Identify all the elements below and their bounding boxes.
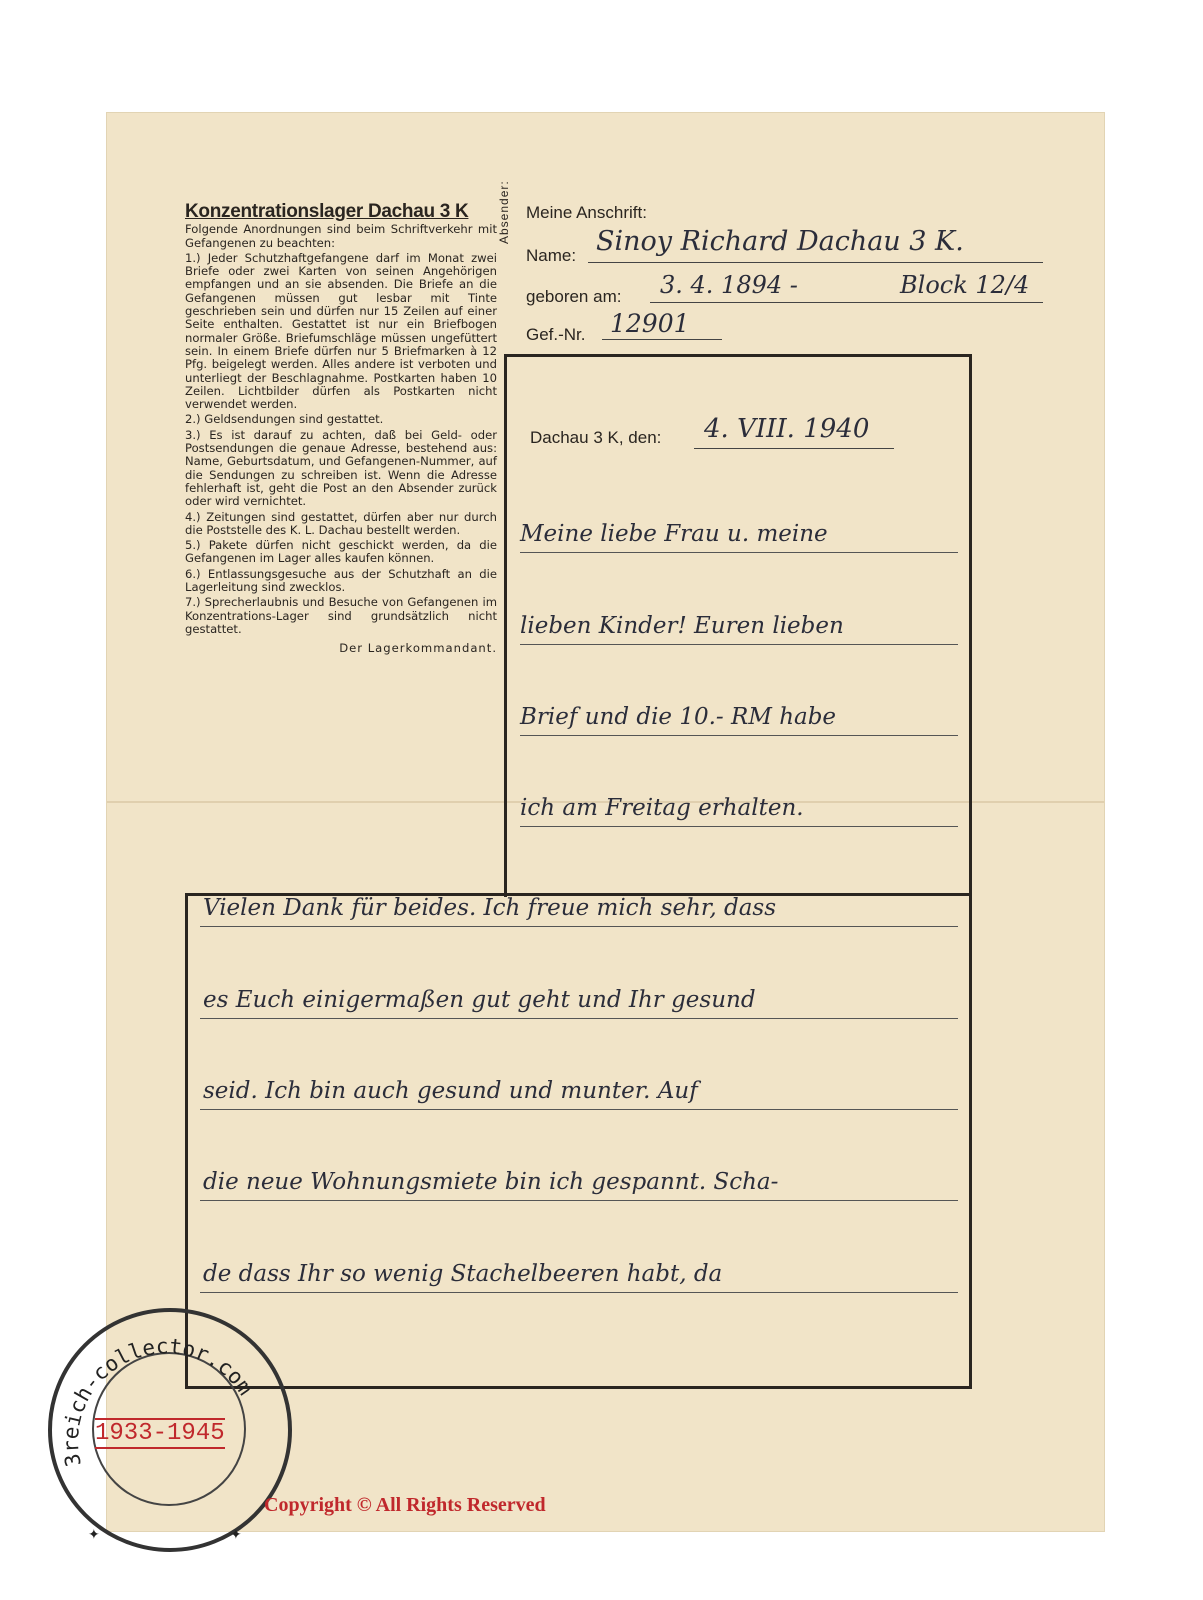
letter-line: es Euch einigermaßen gut geht und Ihr gesund [203, 987, 756, 1013]
number-underline [602, 339, 722, 340]
absender-label: Absender: [497, 180, 511, 244]
handwritten-prisoner-number: 12901 [610, 309, 690, 338]
letter-line: ich am Freitag erhalten. [520, 795, 804, 821]
letter-line: Brief und die 10.- RM habe [520, 704, 837, 730]
ruled-line [200, 1200, 958, 1201]
regulations-panel [185, 201, 497, 656]
rule-item: 1.) Jeder Schutzhaftgefangene darf im Monat zwei Briefe oder zwei Karten von seinen Angehörigen empfangen und an sie absenden. Die Briefe an die Gefangenen müssen gut lesbar mit Tinte geschrieben sein und dürfen nur 15 Zeilen auf einer Seite enthalten. Gestattet ist nur ein Briefbogen normaler Größe. Briefumschläge müssen ungefüttert sein. In einem Briefe dürfen nur 5 Briefmarken à 12 Pfg. beigelegt werden. Alles andere ist verboten und unterliegt der Beschlagnahme. Postkarten haben 10 Zeilen. Lichtbilder dürfen als Postkarten nicht verwendet werden. [185, 250, 497, 412]
address-heading: Meine Anschrift: [526, 203, 647, 222]
letter-frame-lower [185, 893, 972, 1389]
handwritten-block: Block 12/4 [900, 271, 1030, 299]
number-label: Gef.-Nr. [526, 325, 586, 344]
rule-item: 2.) Geldsendungen sind gestattet. [185, 412, 384, 427]
ruled-line [520, 552, 958, 553]
letter-line: Vielen Dank für beides. Ich freue mich sehr, dass [203, 895, 777, 921]
rule-item: 7.) Sprecherlaubnis und Besuche von Gefangenen im Konzentrations-Lager sind grundsätzlich nicht gestattet. [185, 595, 497, 636]
ruled-line [200, 926, 958, 927]
born-label: geboren am: [526, 287, 622, 306]
handwritten-date: 4. VIII. 1940 [704, 414, 870, 444]
ruled-line [520, 735, 958, 736]
date-label: Dachau 3 K, den: [530, 428, 662, 447]
ruled-line [520, 826, 958, 827]
star-icon: ✦ [230, 1526, 242, 1542]
stamp-ring-text: 3reich-collector.com [58, 1334, 258, 1469]
date-underline [694, 448, 894, 449]
commandant-signature-line: Der Lagerkommandant. [339, 641, 497, 656]
form-title: Konzentrationslager Dachau 3 K [185, 201, 469, 222]
handwritten-name: Sinoy Richard Dachau 3 K. [596, 226, 964, 257]
star-icon: ✦ [88, 1526, 100, 1542]
ruled-line [200, 1018, 958, 1019]
letter-line: lieben Kinder! Euren lieben [520, 613, 844, 639]
letter-line: Meine liebe Frau u. meine [520, 521, 828, 547]
ruled-line [200, 1109, 958, 1110]
rule-item: 4.) Zeitungen sind gestattet, dürfen aber nur durch die Poststelle des K. L. Dachau bestellt werden. [185, 509, 497, 537]
ruled-line [200, 1292, 958, 1293]
copyright-notice: Copyright © All Rights Reserved [264, 1494, 546, 1516]
regulations-intro: Folgende Anordnungen sind beim Schriftverkehr mit Gefangenen zu beachten: [185, 222, 497, 250]
born-underline [650, 302, 1043, 303]
rule-item: 6.) Entlassungsgesuche aus der Schutzhaft an die Lagerleitung sind zwecklos. [185, 566, 497, 595]
rule-item: 5.) Pakete dürfen nicht geschickt werden, da die Gefangenen im Lager alles kaufen können. [185, 538, 497, 566]
stamp-years: 1933-1945 [95, 1420, 225, 1447]
letter-line: de dass Ihr so wenig Stachelbeeren habt, da [203, 1261, 723, 1287]
handwritten-birthdate: 3. 4. 1894 - [660, 271, 798, 299]
ruled-line [520, 644, 958, 645]
rule-item: 3.) Es ist darauf zu achten, daß bei Geld- oder Postsendungen die genaue Adresse, bestehend aus: Name, Geburtsdatum, und Gefangenen-Nummer, auf die Sendungen zu schreiben ist. Wenn die Adresse fehlerhaft ist, geht die Post an den Absender zurück oder wird vernichtet. [185, 427, 497, 509]
letter-line: seid. Ich bin auch gesund und munter. Auf [203, 1078, 698, 1104]
name-label: Name: [526, 246, 577, 265]
name-underline [588, 262, 1043, 263]
letter-line: die neue Wohnungsmiete bin ich gespannt. Scha- [203, 1169, 779, 1195]
